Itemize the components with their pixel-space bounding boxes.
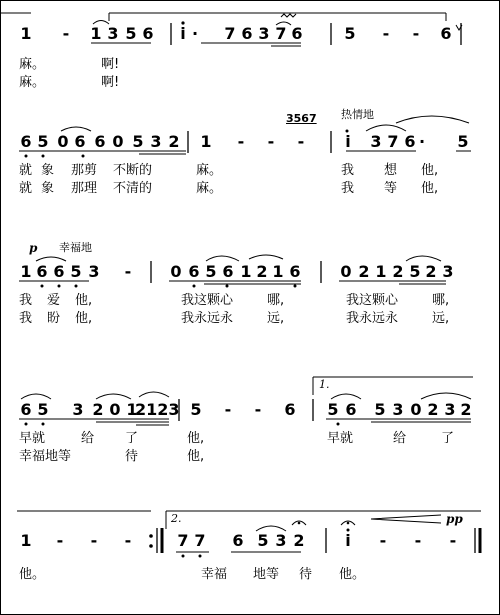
lyric: 他。 [339, 567, 366, 582]
note: 2 [460, 400, 472, 419]
note: 6 [142, 24, 154, 43]
lyric: 哪, [267, 293, 285, 308]
note: 5 [374, 400, 386, 419]
note: 6 [345, 400, 357, 419]
note: 2 [427, 400, 439, 419]
lyric: 早就 [19, 431, 46, 446]
lyric: 远, [267, 311, 285, 326]
lyric: 爱 [47, 293, 61, 308]
lyric: 麻。 [196, 181, 223, 196]
lyric: 哪, [432, 293, 450, 308]
note: 0 [170, 262, 182, 281]
note: 2 [358, 262, 370, 281]
lyric: 我永远永 [346, 311, 399, 326]
lyric: 就 [19, 181, 33, 196]
lyric: 待 [125, 449, 139, 464]
note: 6 [74, 132, 86, 151]
dynamic-mark: pp [446, 512, 463, 526]
note: 1 [20, 262, 32, 281]
lyric: 我永远永 [181, 311, 234, 326]
note: · [418, 132, 426, 151]
note: i [180, 24, 186, 43]
lyric: 麻。 [19, 75, 46, 90]
note: 1 [272, 262, 284, 281]
volta-label: 2. [171, 512, 182, 525]
note: - [297, 132, 305, 151]
note: 3 [72, 400, 84, 419]
note: 6 [94, 132, 106, 151]
note: 6 [188, 262, 200, 281]
note: - [254, 400, 262, 419]
lyric: 不断的 [113, 163, 153, 178]
lyric: 他, [421, 181, 439, 196]
lyric: 盼 [47, 311, 61, 326]
note: - [237, 132, 245, 151]
note: 5 [70, 262, 82, 281]
note: - [379, 531, 387, 550]
note: - [124, 531, 132, 550]
lyric: 等 [384, 181, 398, 196]
note: 5 [37, 132, 49, 151]
lyric: 我这颗心 [346, 293, 399, 308]
note: 0 [109, 400, 121, 419]
lyric: 象 [41, 181, 55, 196]
dynamic-mark: p [29, 241, 38, 255]
lyric: 他, [75, 293, 93, 308]
note: 3 [392, 400, 404, 419]
note: 6 [53, 262, 65, 281]
note: 7 [177, 531, 189, 550]
note: 6 [232, 531, 244, 550]
note: 1 [375, 262, 387, 281]
note: 6 [20, 132, 32, 151]
note: 6 [36, 262, 48, 281]
lyric: 我这颗心 [181, 293, 234, 308]
note: 6 [291, 24, 303, 43]
note: 5 [132, 132, 144, 151]
lyric: 我 [19, 293, 33, 308]
note: 2 [392, 262, 404, 281]
note: 6 [404, 132, 416, 151]
note: 6 [20, 400, 32, 419]
note: 5 [205, 262, 217, 281]
note: 0 [57, 132, 69, 151]
note: 3 [370, 132, 382, 151]
note: i [345, 132, 351, 151]
lyric: 我 [341, 181, 355, 196]
note: 7 [224, 24, 236, 43]
note: 5 [409, 262, 421, 281]
note: - [382, 24, 390, 43]
note: 1 [200, 132, 212, 151]
note: 5 [344, 24, 356, 43]
lyric: 幸福地等 [19, 449, 72, 464]
lyric: 了 [125, 431, 139, 446]
note: 0 [410, 400, 422, 419]
note: - [62, 24, 70, 43]
note: 2 [293, 531, 305, 550]
note: 2 [92, 400, 104, 419]
lyric: 远, [432, 311, 450, 326]
note: 5 [457, 132, 469, 151]
note: 5 [257, 531, 269, 550]
note: 7 [387, 132, 399, 151]
system-4-marks [1, 369, 500, 469]
expression-mark: 热情地 [341, 108, 374, 121]
lyric: 啊! [101, 57, 120, 72]
note: 6 [284, 400, 296, 419]
lyric: 他, [187, 449, 205, 464]
note: - [124, 262, 132, 281]
note: - [224, 400, 232, 419]
lyric: 他, [75, 311, 93, 326]
note: - [56, 531, 64, 550]
note: 3 [275, 531, 287, 550]
lyric: 那剪 [71, 163, 98, 178]
note: 1 [240, 262, 252, 281]
lyric: 那理 [71, 181, 98, 196]
note: 2 [168, 132, 180, 151]
lyric: 给 [81, 431, 95, 446]
note: 1 [20, 24, 32, 43]
note: 5 [327, 400, 339, 419]
note: 0 [340, 262, 352, 281]
lyric: 早就 [327, 431, 354, 446]
volta-label: 1. [319, 378, 330, 391]
note: 3 [88, 262, 100, 281]
lyric: 他。 [19, 567, 46, 582]
lyric: 幸福 [201, 567, 228, 582]
note: 1 [126, 400, 138, 419]
note: - [414, 531, 422, 550]
note: 0 [112, 132, 124, 151]
lyric: 啊! [101, 75, 120, 90]
note: 3 [150, 132, 162, 151]
lyric: 就 [19, 163, 33, 178]
note: 6 [289, 262, 301, 281]
lyric: 我 [19, 311, 33, 326]
note: - [412, 24, 420, 43]
lyric: 他, [187, 431, 205, 446]
lyric: 麻。 [196, 163, 223, 178]
lyric: 我 [341, 163, 355, 178]
note: 5 [125, 24, 137, 43]
note: 5 [190, 400, 202, 419]
note: i [345, 531, 351, 550]
lyric: 象 [41, 163, 55, 178]
note: 2 [425, 262, 437, 281]
note: - [90, 531, 98, 550]
note: - [267, 132, 275, 151]
lyric: 不清的 [113, 181, 153, 196]
grace-notes: 3567 [286, 112, 317, 125]
note: 6 [241, 24, 253, 43]
lyric: 想 [384, 163, 398, 178]
note: - [449, 531, 457, 550]
lyric: 麻。 [19, 57, 46, 72]
note: 7 [194, 531, 206, 550]
note: 3 [258, 24, 270, 43]
note: 7 [275, 24, 287, 43]
note: · [191, 24, 199, 43]
note: 1 [90, 24, 102, 43]
lyric: 给 [393, 431, 407, 446]
note: 2 [256, 262, 268, 281]
note: 5 [37, 400, 49, 419]
note: 1 [20, 531, 32, 550]
note: 6 [222, 262, 234, 281]
note: 3 [444, 400, 456, 419]
note: 6 [440, 24, 452, 43]
lyric: 待 [299, 567, 313, 582]
lyric: 地等 [253, 567, 280, 582]
lyric: 他, [421, 163, 439, 178]
note: 2123 [135, 400, 180, 419]
note: 3 [107, 24, 119, 43]
note: 3 [442, 262, 454, 281]
lyric: 了 [441, 431, 455, 446]
expression-mark: 幸福地 [59, 241, 92, 254]
system-1-marks [1, 1, 500, 91]
system-5-marks [1, 503, 500, 603]
